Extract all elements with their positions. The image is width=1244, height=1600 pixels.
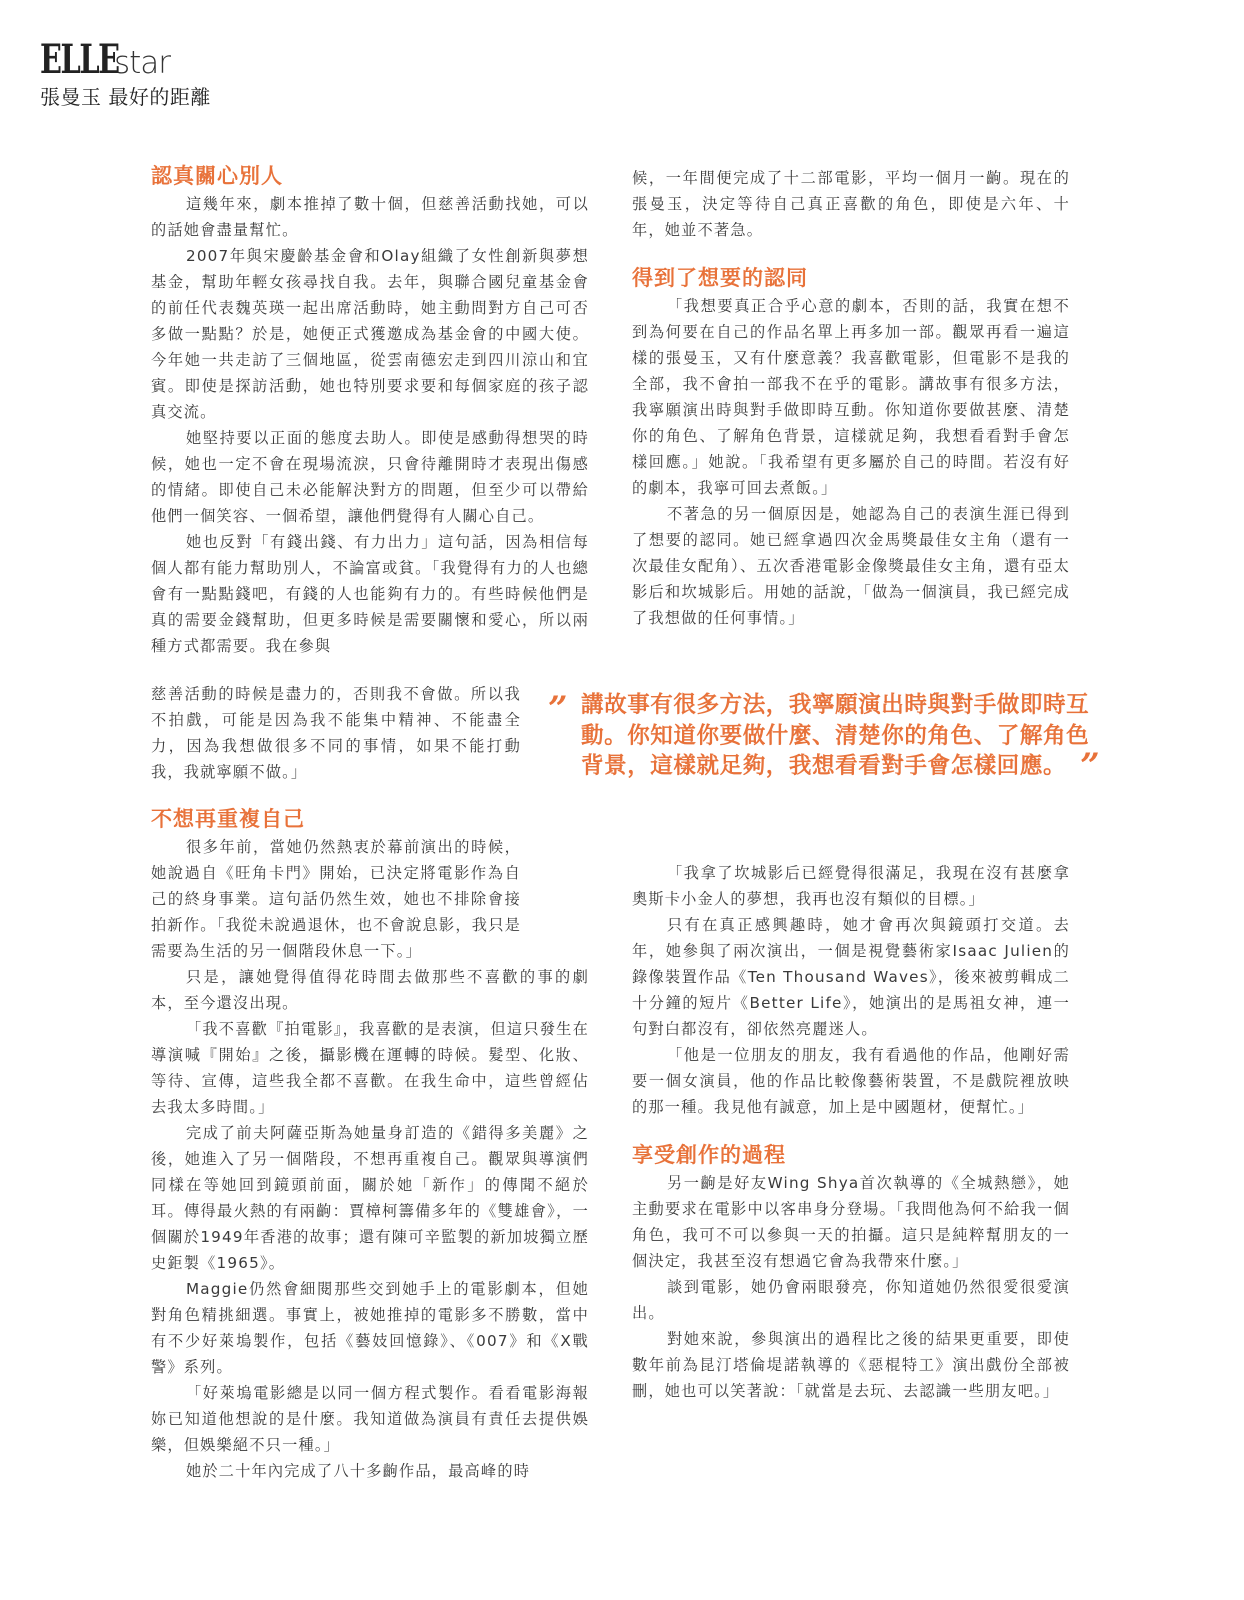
paragraph: 談到電影，她仍會兩眼發亮，你知道她仍然很愛很愛演出。 <box>632 1278 1070 1322</box>
pull-quote-body: 講故事有很多方法，我寧願演出時與對手做即時互動。你知道你要做什麼、清楚你的角色、了解角色背景，這樣就足夠，我想看看對手會怎樣回應。 <box>581 692 1090 779</box>
paragraph: 候，一年間便完成了十二部電影，平均一個月一齣。現在的張曼玉，決定等待自己真正喜歡的角色，即使是六年、十年，她並不著急。 <box>632 169 1070 239</box>
left-column-wrap <box>151 681 521 785</box>
paragraph: 2007年與宋慶齡基金會和Olay組織了女性創新與夢想基金，幫助年輕女孩尋找自我。去年，與聯合國兒童基金會的前任代表魏英瑛一起出席活動時，她主動問對方自己可否多做一點點？於是，她便正式獲邀成為基金會的中國大使。今年她一共走訪了三個地區，從雲南德宏走到四川涼山和宜賓。即使是探訪活動，她也特別要求要和每個家庭的孩子認真交流。 <box>151 247 589 421</box>
heading-enjoy-creation: 享受創作的過程 <box>632 1143 786 1167</box>
paragraph: Maggie仍然會細閱那些交到她手上的電影劇本，但她對角色精挑細選。事實上，被她推掉的電影多不勝數，當中有不少好萊塢製作，包括《藝妓回憶錄》、《007》和《X戰警》系列。 <box>151 1280 589 1376</box>
quote-close-icon: ” <box>1080 746 1101 786</box>
right-column-bottom <box>632 860 1070 1404</box>
heading-not-repeat-self: 不想再重複自己 <box>151 807 305 831</box>
paragraph: 只有在真正感興趣時，她才會再次與鏡頭打交道。去年，她參與了兩次演出，一個是視覺藝術家Isaac Julien的錄像裝置作品《Ten Thousand Waves》，後來被剪輯成二十分鐘的短片《Better Life》，她演出的是馬祖女神，連一句對白都沒有，卻依然亮麗迷人。 <box>632 916 1070 1038</box>
paragraph: 「我不喜歡『拍電影』，我喜歡的是表演，但這只發生在導演喊『開始』之後，攝影機在運轉的時候。髮型、化妝、等待、宣傳，這些我全都不喜歡。在我生命中，這些曾經佔去我太多時間。」 <box>151 1020 589 1116</box>
pull-quote-text <box>581 690 1108 786</box>
paragraph: 「好萊塢電影總是以同一個方程式製作。看看電影海報妳已知道他想說的是什麼。我知道做為演員有責任去提供娛樂，但娛樂絕不只一種。」 <box>151 1384 589 1454</box>
article-title: 張曼玉 最好的距離 <box>40 85 211 109</box>
heading-recognition: 得到了想要的認同 <box>632 266 808 290</box>
elle-logo: ELLE <box>40 36 119 83</box>
paragraph: 不著急的另一個原因是，她認為自己的表演生涯已得到了想要的認同。她已經拿過四次金馬獎最佳女主角（還有一次最佳女配角）、五次香港電影金像獎最佳女主角，還有亞太影后和坎城影后。用她的話說，「做為一個演員，我已經完成了我想做的任何事情。」 <box>632 505 1070 627</box>
paragraph: 只是，讓她覺得值得花時間去做那些不喜歡的事的劇本，至今還沒出現。 <box>151 968 589 1012</box>
paragraph-text: 很多年前，當她仍然熱衷於幕前演出的時候，她說過自《旺角卡門》開始，已決定將電影作為自己的終身事業。這句話仍然生效，她也不排除會接拍新作。「我從未說過退休，也不會說息影，我只是需要為生活的另一個階段休息一下。」 <box>151 838 521 960</box>
pull-quote <box>548 689 1108 786</box>
brand-row <box>40 36 211 83</box>
paragraph: 「我拿了坎城影后已經覺得很滿足，我現在沒有甚麼拿奧斯卡小金人的夢想，我再也沒有類似的目標。」 <box>632 864 1070 908</box>
paragraph: 完成了前夫阿薩亞斯為她量身訂造的《錯得多美麗》之後，她進入了另一個階段，不想再重複自己。觀眾與導演們同樣在等她回到鏡頭前面，關於她「新作」的傳聞不絕於耳。傳得最火熱的有兩齣：賈樟柯籌備多年的《雙雄會》，一個關於1949年香港的故事；還有陳可辛監製的新加坡獨立歷史鉅製《1965》。 <box>151 1124 589 1272</box>
paragraph: 她於二十年內完成了八十多齣作品，最高峰的時 <box>185 1462 531 1480</box>
paragraph <box>151 834 521 964</box>
right-column-top <box>632 165 1070 631</box>
masthead <box>40 36 211 110</box>
paragraph: 她堅持要以正面的態度去助人。即使是感動得想哭的時候，她也一定不會在現場流淚，只會待離開時才表現出傷感的情緒。即使自己未必能解決對方的問題，但至少可以帶給他們一個笑容、一個希望，讓他們覺得有人關心自己。 <box>151 429 589 525</box>
paragraph: 另一齣是好友Wing Shya首次執導的《全城熱戀》，她主動要求在電影中以客串身分登場。「我問他為何不給我一個角色，我可不可以參與一天的拍攝。這只是純粹幫朋友的一個決定，我甚至沒有想過它會為我帶來什麼。」 <box>632 1174 1070 1270</box>
paragraph: 慈善活動的時候是盡力的，否則我不會做。所以我不拍戲，可能是因為我不能集中精神、不能盡全力，因為我想做很多不同的事情，如果不能打動我，我就寧願不做。」 <box>151 685 521 781</box>
paragraph: 「我想要真正合乎心意的劇本，否則的話，我實在想不到為何要在自己的作品名單上再多加一部。觀眾再看一遍這樣的張曼玉，又有什麼意義？我喜歡電影，但電影不是我的全部，我不會拍一部我不在乎的電影。講故事有很多方法，我寧願演出時與對手做即時互動。你知道你要做甚麼、清楚你的角色、了解角色背景，這樣就足夠，我想看看對手會怎樣回應。」她說。「我希望有更多屬於自己的時間。若沒有好的劇本，我寧可回去煮飯。」 <box>632 297 1070 497</box>
left-column-bottom <box>151 804 589 1484</box>
paragraph: 對她來說，參與演出的過程比之後的結果更重要，即使數年前為昆汀塔倫堤諾執導的《惡棍特工》演出戲份全部被刪，她也可以笑著說：「就當是去玩、去認識一些朋友吧。」 <box>632 1330 1070 1400</box>
quote-open-icon: ” <box>548 689 568 729</box>
paragraph: 「他是一位朋友的朋友，我有看過他的作品，他剛好需要一個女演員，他的作品比較像藝術裝置，不是戲院裡放映的那一種。我見他有誠意，加上是中國題材，便幫忙。」 <box>632 1046 1070 1116</box>
heading-care-for-others: 認真關心別人 <box>151 164 283 188</box>
paragraph: 這幾年來，劇本推掉了數十個，但慈善活動找她，可以的話她會盡量幫忙。 <box>151 195 589 239</box>
section-tag: star <box>114 45 171 81</box>
left-column-top <box>151 161 589 659</box>
paragraph: 她也反對「有錢出錢、有力出力」這句話，因為相信每個人都有能力幫助別人，不論富或貧。「我覺得有力的人也總會有一點點錢吧，有錢的人也能夠有力的。有些時候他們是真的需要金錢幫助，但更多時候是需要關懷和愛心，所以兩種方式都需要。我在參與 <box>151 533 589 655</box>
